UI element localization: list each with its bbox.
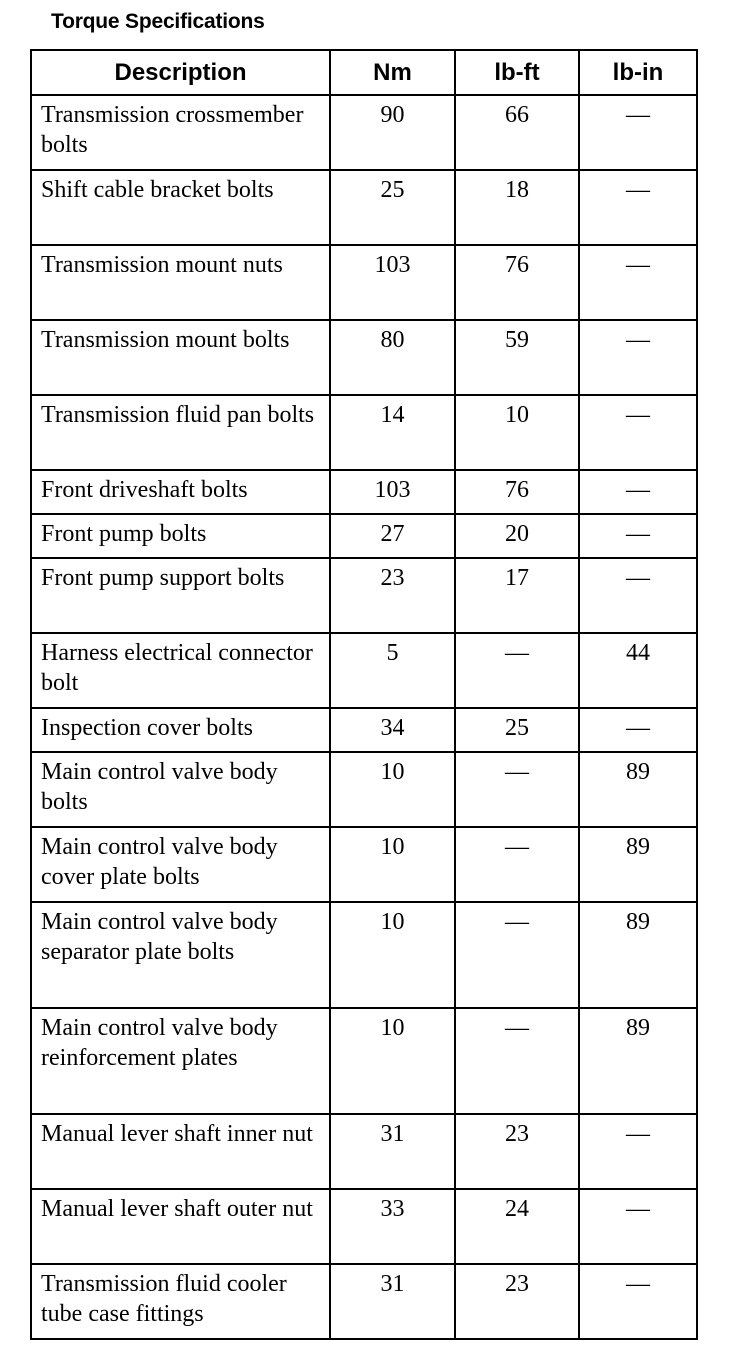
- torque-spec-table: [30, 49, 698, 1340]
- description-cell: Transmission fluid cooler tube case fittings: [31, 1264, 330, 1339]
- table-row: [31, 708, 697, 752]
- lbft-cell: 23: [455, 1264, 579, 1339]
- nm-cell: 27: [330, 514, 455, 558]
- lbin-cell: —: [579, 1114, 697, 1189]
- lbft-cell: 18: [455, 170, 579, 245]
- table-row: [31, 395, 697, 470]
- table-row: [31, 1189, 697, 1264]
- lbft-cell: 24: [455, 1189, 579, 1264]
- description-cell: Transmission crossmember bolts: [31, 95, 330, 170]
- description-cell: Shift cable bracket bolts: [31, 170, 330, 245]
- lbin-cell: —: [579, 245, 697, 320]
- table-row: [31, 1264, 697, 1339]
- nm-cell: 10: [330, 902, 455, 1008]
- description-cell: Transmission mount bolts: [31, 320, 330, 395]
- header-nm: Nm: [330, 50, 455, 95]
- lbin-cell: —: [579, 1264, 697, 1339]
- lbin-cell: 89: [579, 902, 697, 1008]
- description-cell: Main control valve body separator plate bolts: [31, 902, 330, 1008]
- lbft-cell: 25: [455, 708, 579, 752]
- description-cell: Inspection cover bolts: [31, 708, 330, 752]
- description-cell: Main control valve body bolts: [31, 752, 330, 827]
- table-row: [31, 827, 697, 902]
- table-row: [31, 514, 697, 558]
- nm-cell: 10: [330, 752, 455, 827]
- nm-cell: 80: [330, 320, 455, 395]
- lbft-cell: —: [455, 1008, 579, 1114]
- description-cell: Manual lever shaft inner nut: [31, 1114, 330, 1189]
- lbft-cell: 59: [455, 320, 579, 395]
- nm-cell: 31: [330, 1114, 455, 1189]
- lbin-cell: —: [579, 470, 697, 514]
- header-description: Description: [31, 50, 330, 95]
- nm-cell: 10: [330, 827, 455, 902]
- lbft-cell: 20: [455, 514, 579, 558]
- description-cell: Front pump support bolts: [31, 558, 330, 633]
- nm-cell: 33: [330, 1189, 455, 1264]
- nm-cell: 5: [330, 633, 455, 708]
- lbft-cell: 23: [455, 1114, 579, 1189]
- nm-cell: 31: [330, 1264, 455, 1339]
- lbft-cell: —: [455, 902, 579, 1008]
- description-cell: Main control valve body cover plate bolts: [31, 827, 330, 902]
- lbin-cell: 89: [579, 752, 697, 827]
- nm-cell: 103: [330, 470, 455, 514]
- lbin-cell: —: [579, 1189, 697, 1264]
- page-title: Torque Specifications: [51, 10, 265, 33]
- lbft-cell: —: [455, 827, 579, 902]
- header-row: [31, 50, 697, 95]
- lbft-cell: 76: [455, 245, 579, 320]
- table-row: [31, 170, 697, 245]
- table-row: [31, 320, 697, 395]
- lbft-cell: 17: [455, 558, 579, 633]
- table-row: [31, 752, 697, 827]
- table-row: [31, 245, 697, 320]
- lbin-cell: —: [579, 95, 697, 170]
- table-row: [31, 633, 697, 708]
- lbin-cell: —: [579, 708, 697, 752]
- nm-cell: 103: [330, 245, 455, 320]
- nm-cell: 25: [330, 170, 455, 245]
- lbin-cell: 89: [579, 1008, 697, 1114]
- table-row: [31, 902, 697, 1008]
- lbin-cell: —: [579, 170, 697, 245]
- description-cell: Manual lever shaft outer nut: [31, 1189, 330, 1264]
- description-cell: Harness electrical connector bolt: [31, 633, 330, 708]
- lbin-cell: —: [579, 558, 697, 633]
- header-lbin: lb-in: [579, 50, 697, 95]
- nm-cell: 34: [330, 708, 455, 752]
- description-cell: Main control valve body reinforcement plates: [31, 1008, 330, 1114]
- header-lbft: lb-ft: [455, 50, 579, 95]
- nm-cell: 23: [330, 558, 455, 633]
- nm-cell: 90: [330, 95, 455, 170]
- lbft-cell: 76: [455, 470, 579, 514]
- description-cell: Transmission mount nuts: [31, 245, 330, 320]
- description-cell: Front driveshaft bolts: [31, 470, 330, 514]
- table-row: [31, 95, 697, 170]
- table-row: [31, 558, 697, 633]
- nm-cell: 10: [330, 1008, 455, 1114]
- lbin-cell: —: [579, 395, 697, 470]
- lbin-cell: 44: [579, 633, 697, 708]
- lbft-cell: —: [455, 752, 579, 827]
- table-row: [31, 1114, 697, 1189]
- description-cell: Transmission fluid pan bolts: [31, 395, 330, 470]
- lbin-cell: 89: [579, 827, 697, 902]
- lbin-cell: —: [579, 320, 697, 395]
- lbin-cell: —: [579, 514, 697, 558]
- table-row: [31, 1008, 697, 1114]
- nm-cell: 14: [330, 395, 455, 470]
- description-cell: Front pump bolts: [31, 514, 330, 558]
- lbft-cell: —: [455, 633, 579, 708]
- lbft-cell: 66: [455, 95, 579, 170]
- table-row: [31, 470, 697, 514]
- lbft-cell: 10: [455, 395, 579, 470]
